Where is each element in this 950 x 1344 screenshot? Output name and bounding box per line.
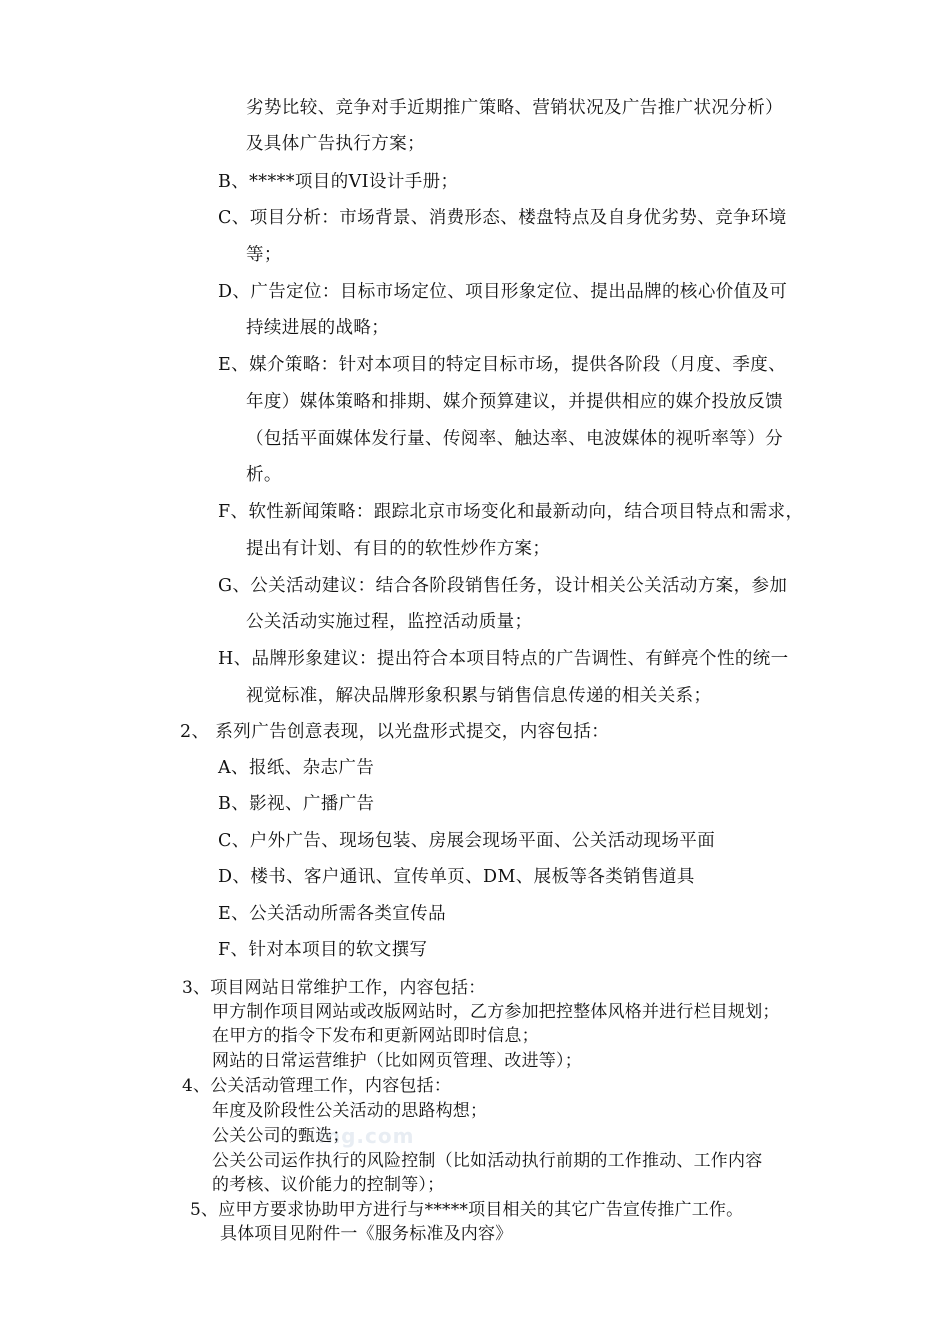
text-line: 年度及阶段性公关活动的思路构想； bbox=[212, 1101, 488, 1121]
section-2-heading: 2、 系列广告创意表现，以光盘形式提交，内容包括： bbox=[180, 722, 610, 742]
text-line: 公关公司的甄选； bbox=[212, 1126, 350, 1146]
list-item-d: D、广告定位：目标市场定位、项目形象定位、提出品牌的核心价值及可 bbox=[218, 282, 788, 302]
list-item-f: F、软性新闻策略：跟踪北京市场变化和最新动向，结合项目特点和需求， bbox=[218, 502, 804, 522]
text-line: 及具体广告执行方案； bbox=[246, 134, 425, 154]
text-line: 在甲方的指令下发布和更新网站即时信息； bbox=[212, 1026, 539, 1046]
text-line: 析。 bbox=[246, 465, 282, 485]
list-item-e: E、公关活动所需各类宣传品 bbox=[218, 904, 446, 924]
list-item-h: H、品牌形象建议：提出符合本项目特点的广告调性、有鲜亮个性的统一 bbox=[218, 649, 789, 669]
text-line: 网站的日常运营维护（比如网页管理、改进等）； bbox=[212, 1051, 582, 1071]
list-item-d: D、楼书、客户通讯、宣传单页、DM、展板等各类销售道具 bbox=[218, 867, 695, 887]
text-line: 的考核、议价能力的控制等）； bbox=[212, 1175, 445, 1195]
list-item-b: B、*****项目的VI设计手册； bbox=[218, 172, 459, 192]
text-line: 视觉标准，解决品牌形象积累与销售信息传递的相关关系； bbox=[246, 686, 712, 706]
text-line: 等； bbox=[246, 245, 282, 265]
list-item-f: F、针对本项目的软文撰写 bbox=[218, 940, 428, 960]
section-3-heading: 3、项目网站日常维护工作，内容包括： bbox=[182, 978, 486, 998]
text-line: 公关公司运作执行的风险控制（比如活动执行前期的工作推动、工作内容 bbox=[212, 1151, 763, 1171]
appendix-note: 具体项目见附件一《服务标准及内容》 bbox=[220, 1224, 513, 1244]
text-line: 年度）媒体策略和排期、媒介预算建议，并提供相应的媒介投放反馈 bbox=[246, 392, 783, 412]
text-line: 劣势比较、竞争对手近期推广策略、营销状况及广告推广状况分析） bbox=[246, 98, 783, 118]
text-line: 提出有计划、有目的的软性炒作方案； bbox=[246, 539, 551, 559]
section-4-heading: 4、公关活动管理工作，内容包括： bbox=[182, 1076, 452, 1096]
list-item-a: A、报纸、杂志广告 bbox=[218, 758, 375, 778]
watermark: ing.com bbox=[318, 1124, 415, 1148]
text-line: （包括平面媒体发行量、传阅率、触达率、电波媒体的视听率等）分 bbox=[246, 429, 783, 449]
section-5-heading: 5、应甲方要求协助甲方进行与*****项目相关的其它广告宣传推广工作。 bbox=[190, 1200, 744, 1220]
text-line: 持续进展的战略； bbox=[246, 318, 390, 338]
list-item-c: C、项目分析：市场背景、消费形态、楼盘特点及自身优劣势、竞争环境 bbox=[218, 208, 787, 228]
list-item-g: G、公关活动建议：结合各阶段销售任务，设计相关公关活动方案，参加 bbox=[218, 576, 788, 596]
list-item-c: C、户外广告、现场包装、房展会现场平面、公关活动现场平面 bbox=[218, 831, 716, 851]
list-item-b: B、影视、广播广告 bbox=[218, 794, 375, 814]
text-line: 甲方制作项目网站或改版网站时，乙方参加把控整体风格并进行栏目规划； bbox=[212, 1002, 780, 1022]
text-line: 公关活动实施过程，监控活动质量； bbox=[246, 612, 533, 632]
list-item-e: E、媒介策略：针对本项目的特定目标市场，提供各阶段（月度、季度、 bbox=[218, 355, 787, 375]
